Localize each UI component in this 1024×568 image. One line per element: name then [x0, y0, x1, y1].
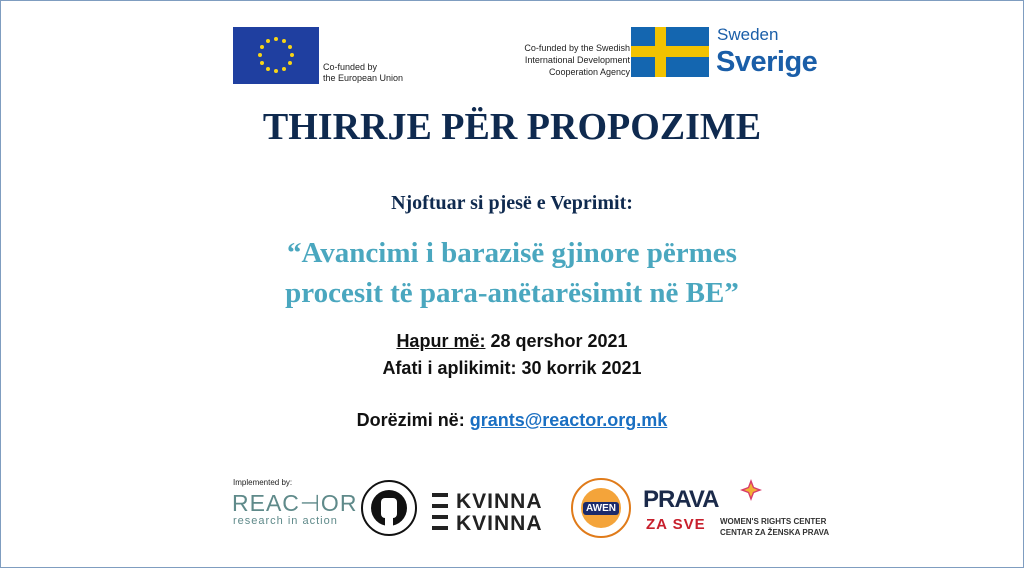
- sida-line-1: Co-funded by the Swedish: [524, 43, 630, 53]
- dates-block: [0, 328, 1024, 382]
- sweden-flag-logo: [631, 27, 709, 77]
- eu-name-line: the European Union: [323, 73, 404, 83]
- prava-logo-line-2: ZA SVE: [646, 516, 706, 533]
- open-date-label: Hapur më:: [396, 331, 486, 351]
- prava-logo-line-1: PRAVA: [643, 486, 719, 513]
- kvinna-logo: [456, 491, 543, 535]
- sida-line-2: International Development: [524, 55, 630, 65]
- sida-line-3: Cooperation Agency: [548, 67, 630, 77]
- page-title: THIRRJE PËR PROPOZIME: [262, 106, 762, 148]
- sweden-word: Sweden: [717, 25, 779, 44]
- awen-logo: [571, 478, 631, 538]
- eu-flag-logo: [233, 27, 319, 84]
- action-title: [0, 233, 1024, 313]
- kvinna-line-2: KVINNA: [456, 512, 543, 535]
- eu-cofunded-line: Co-funded by: [323, 62, 378, 72]
- deadline-line: Afati i aplikimit: 30 korrik 2021: [382, 358, 642, 378]
- fist-logo-icon: [361, 480, 417, 536]
- open-date-line: [0, 328, 1024, 355]
- kvinna-line-1: KVINNA: [456, 490, 543, 513]
- subtitle: Njoftuar si pjesë e Veprimit:: [391, 192, 633, 214]
- submission-line: [0, 410, 1024, 431]
- implemented-by-label: Implemented by:: [233, 478, 293, 487]
- eu-cofunded-text: [323, 62, 403, 84]
- reactor-tagline: research in action: [233, 515, 338, 527]
- sverige-word: Sverige: [716, 46, 818, 78]
- wrc-line-2: CENTAR ZA ŽENSKA PRAVA: [720, 528, 830, 537]
- reactor-logo: REAC⊣OR: [232, 490, 358, 516]
- wrc-star-icon: [740, 479, 762, 501]
- kvinna-bars-icon: [432, 491, 452, 535]
- action-title-line-2: procesit të para-anëtarësimit në BE”: [285, 277, 739, 309]
- wrc-line-1: WOMEN'S RIGHTS CENTER: [720, 517, 827, 526]
- sida-cofunded-text: [500, 42, 630, 78]
- open-date-value: 28 qershor 2021: [485, 331, 628, 351]
- submission-label: Dorëzimi në:: [356, 410, 470, 430]
- action-title-line-1: “Avancimi i barazisë gjinore përmes: [287, 237, 737, 269]
- awen-text: AWEN: [586, 503, 616, 514]
- submission-email-link[interactable]: grants@reactor.org.mk: [469, 410, 668, 430]
